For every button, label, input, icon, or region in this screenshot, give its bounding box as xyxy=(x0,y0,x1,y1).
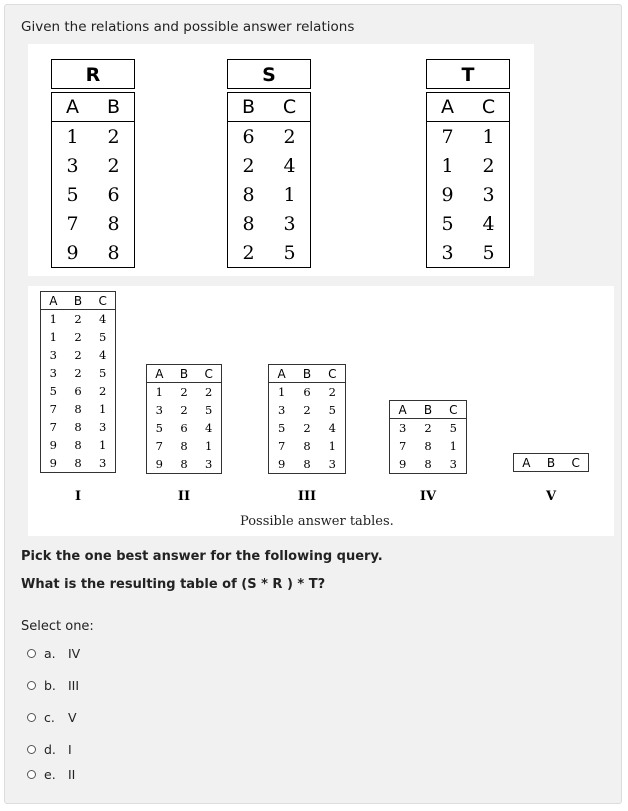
table-row xyxy=(41,454,115,472)
option-e[interactable] xyxy=(27,767,75,782)
column-header: C xyxy=(481,96,496,118)
answer-table-iii xyxy=(268,364,346,474)
table-row xyxy=(427,209,509,238)
table-row xyxy=(390,455,466,473)
option-text: II xyxy=(68,767,76,782)
table-cell: 9 xyxy=(399,457,407,471)
table-row xyxy=(427,180,509,209)
table-cell: 8 xyxy=(180,457,188,471)
table-cell: 5 xyxy=(99,330,107,344)
table-cell: 5 xyxy=(66,183,79,206)
table-row xyxy=(41,382,115,400)
table-cell: 2 xyxy=(303,403,311,417)
table-cell: 7 xyxy=(278,439,286,453)
column-header: A xyxy=(522,455,531,470)
column-header: B xyxy=(302,366,312,381)
table-cell: 2 xyxy=(242,241,255,264)
table-cell: 2 xyxy=(424,421,432,435)
table-cell: 2 xyxy=(328,385,336,399)
table-cell: 7 xyxy=(441,125,454,148)
relation-name: T xyxy=(426,59,510,89)
table-cell: 2 xyxy=(303,421,311,435)
column-header: B xyxy=(106,96,121,118)
table-row xyxy=(390,437,466,455)
column-header: A xyxy=(441,96,454,118)
question-card xyxy=(4,4,622,804)
relation-header xyxy=(427,93,509,122)
table-cell: 6 xyxy=(242,125,255,148)
column-header: A xyxy=(277,366,286,381)
table-row xyxy=(427,122,509,151)
table-cell: 7 xyxy=(155,439,163,453)
radio-d[interactable] xyxy=(27,745,36,754)
column-header: A xyxy=(155,366,164,381)
table-cell: 8 xyxy=(424,439,432,453)
table-cell: 9 xyxy=(66,241,79,264)
table-cell: 4 xyxy=(328,421,336,435)
relation-t xyxy=(426,59,510,268)
label-iii: III xyxy=(297,489,317,504)
table-cell: 9 xyxy=(155,457,163,471)
column-header: C xyxy=(571,455,580,470)
table-cell: 2 xyxy=(74,330,82,344)
column-header: B xyxy=(179,366,189,381)
table-cell: 8 xyxy=(74,402,82,416)
option-d[interactable] xyxy=(27,742,72,757)
table-row xyxy=(269,383,345,401)
table-row xyxy=(269,401,345,419)
column-header: B xyxy=(423,402,433,417)
relation-name: S xyxy=(227,59,311,89)
table-cell: 4 xyxy=(482,212,495,235)
table-cell: 1 xyxy=(283,183,296,206)
intro-text: Given the relations and possible answer relations xyxy=(21,19,355,35)
table-cell: 3 xyxy=(155,403,163,417)
table-row xyxy=(52,122,134,151)
column-header: A xyxy=(66,96,79,118)
table-cell: 4 xyxy=(205,421,213,435)
option-letter: c. xyxy=(44,710,55,725)
table-cell: 8 xyxy=(424,457,432,471)
option-letter: e. xyxy=(44,767,56,782)
table-cell: 1 xyxy=(205,439,213,453)
answer-header xyxy=(390,401,466,419)
answer-tables-figure xyxy=(28,286,614,536)
table-cell: 2 xyxy=(180,385,188,399)
figure-caption: Possible answer tables. xyxy=(240,514,394,529)
table-cell: 5 xyxy=(449,421,457,435)
table-row xyxy=(41,364,115,382)
table-row xyxy=(41,328,115,346)
table-row xyxy=(269,455,345,473)
table-row xyxy=(390,419,466,437)
table-row xyxy=(269,437,345,455)
question-instruction: Pick the one best answer for the following query. xyxy=(21,549,383,564)
radio-e[interactable] xyxy=(27,770,36,779)
table-cell: 8 xyxy=(107,241,120,264)
column-header: C xyxy=(282,96,297,118)
label-v: V xyxy=(545,489,557,504)
relation-s xyxy=(227,59,311,268)
table-cell: 7 xyxy=(49,402,57,416)
table-row xyxy=(269,419,345,437)
table-row xyxy=(41,400,115,418)
table-cell: 5 xyxy=(155,421,163,435)
table-row xyxy=(228,151,310,180)
table-cell: 1 xyxy=(482,125,495,148)
answer-table-iv xyxy=(389,400,467,474)
table-cell: 9 xyxy=(49,456,57,470)
answer-header xyxy=(147,365,221,383)
table-cell: 7 xyxy=(49,420,57,434)
relation-body xyxy=(227,92,311,268)
table-row xyxy=(147,383,221,401)
column-header: B xyxy=(73,293,83,308)
option-b[interactable] xyxy=(27,678,79,693)
table-cell: 8 xyxy=(303,457,311,471)
table-row xyxy=(228,122,310,151)
label-i: I xyxy=(74,489,82,504)
option-a[interactable] xyxy=(27,646,80,661)
table-row xyxy=(147,419,221,437)
table-row xyxy=(52,180,134,209)
table-cell: 9 xyxy=(441,183,454,206)
option-text: IV xyxy=(68,646,81,661)
table-cell: 1 xyxy=(278,385,286,399)
table-cell: 8 xyxy=(74,438,82,452)
table-row xyxy=(41,310,115,328)
table-cell: 9 xyxy=(278,457,286,471)
answer-header xyxy=(269,365,345,383)
table-cell: 6 xyxy=(74,384,82,398)
table-row xyxy=(147,401,221,419)
option-text: III xyxy=(68,678,80,693)
option-letter: a. xyxy=(44,646,56,661)
table-cell: 2 xyxy=(180,403,188,417)
column-header: A xyxy=(398,402,407,417)
table-cell: 6 xyxy=(180,421,188,435)
label-iv: IV xyxy=(419,489,437,504)
table-cell: 5 xyxy=(283,241,296,264)
radio-a[interactable] xyxy=(27,649,36,658)
label-ii: II xyxy=(177,489,191,504)
table-cell: 3 xyxy=(66,154,79,177)
table-cell: 8 xyxy=(242,212,255,235)
answer-table-ii xyxy=(146,364,222,474)
option-text: V xyxy=(68,710,77,725)
table-cell: 6 xyxy=(107,183,120,206)
table-cell: 1 xyxy=(49,312,57,326)
table-row xyxy=(228,209,310,238)
table-cell: 2 xyxy=(205,385,213,399)
table-cell: 6 xyxy=(303,385,311,399)
relation-body xyxy=(426,92,510,268)
table-cell: 3 xyxy=(328,457,336,471)
table-cell: 7 xyxy=(66,212,79,235)
table-cell: 1 xyxy=(441,154,454,177)
relation-header xyxy=(52,93,134,122)
table-row xyxy=(427,151,509,180)
table-cell: 3 xyxy=(441,241,454,264)
radio-c[interactable] xyxy=(27,713,36,722)
option-letter: d. xyxy=(44,742,56,757)
table-cell: 2 xyxy=(283,125,296,148)
table-cell: 2 xyxy=(74,312,82,326)
table-cell: 3 xyxy=(449,457,457,471)
table-cell: 5 xyxy=(49,384,57,398)
answer-table-i xyxy=(40,291,116,473)
table-cell: 3 xyxy=(99,456,107,470)
table-cell: 2 xyxy=(99,384,107,398)
table-cell: 1 xyxy=(328,439,336,453)
table-cell: 5 xyxy=(441,212,454,235)
column-header: B xyxy=(546,455,556,470)
table-row xyxy=(41,418,115,436)
table-cell: 4 xyxy=(99,312,107,326)
table-cell: 1 xyxy=(449,439,457,453)
column-header: C xyxy=(204,366,213,381)
answer-table-v xyxy=(513,453,589,472)
table-cell: 8 xyxy=(180,439,188,453)
relation-r xyxy=(51,59,135,268)
column-header: B xyxy=(241,96,256,118)
table-cell: 3 xyxy=(283,212,296,235)
option-text: I xyxy=(68,742,72,757)
table-cell: 3 xyxy=(278,403,286,417)
table-cell: 8 xyxy=(74,456,82,470)
column-header: C xyxy=(449,402,458,417)
table-cell: 5 xyxy=(99,366,107,380)
table-cell: 1 xyxy=(99,402,107,416)
option-c[interactable] xyxy=(27,710,77,725)
table-cell: 3 xyxy=(399,421,407,435)
table-row xyxy=(41,346,115,364)
answer-header xyxy=(41,292,115,310)
table-cell: 5 xyxy=(205,403,213,417)
table-cell: 2 xyxy=(107,125,120,148)
relation-name: R xyxy=(51,59,135,89)
table-row xyxy=(52,209,134,238)
table-cell: 4 xyxy=(99,348,107,362)
column-header: C xyxy=(98,293,107,308)
radio-b[interactable] xyxy=(27,681,36,690)
table-cell: 4 xyxy=(283,154,296,177)
table-cell: 2 xyxy=(242,154,255,177)
column-header: A xyxy=(49,293,58,308)
table-cell: 3 xyxy=(482,183,495,206)
table-cell: 5 xyxy=(278,421,286,435)
relation-body xyxy=(51,92,135,268)
table-cell: 8 xyxy=(107,212,120,235)
table-cell: 2 xyxy=(482,154,495,177)
table-row xyxy=(52,151,134,180)
table-cell: 3 xyxy=(49,366,57,380)
table-cell: 1 xyxy=(66,125,79,148)
table-cell: 8 xyxy=(242,183,255,206)
table-row xyxy=(228,238,310,267)
table-row xyxy=(147,437,221,455)
relation-header xyxy=(228,93,310,122)
table-row xyxy=(41,436,115,454)
table-cell: 5 xyxy=(482,241,495,264)
table-cell: 8 xyxy=(303,439,311,453)
table-cell: 3 xyxy=(99,420,107,434)
table-cell: 3 xyxy=(49,348,57,362)
table-cell: 3 xyxy=(205,457,213,471)
table-cell: 2 xyxy=(74,348,82,362)
table-row xyxy=(427,238,509,267)
table-row xyxy=(147,455,221,473)
table-cell: 7 xyxy=(399,439,407,453)
table-cell: 2 xyxy=(107,154,120,177)
table-cell: 8 xyxy=(74,420,82,434)
table-cell: 9 xyxy=(49,438,57,452)
table-cell: 1 xyxy=(99,438,107,452)
question-prompt: What is the resulting table of (S * R ) * T? xyxy=(21,577,326,592)
table-row xyxy=(52,238,134,267)
column-header: C xyxy=(328,366,337,381)
answer-header xyxy=(514,454,588,471)
table-cell: 5 xyxy=(328,403,336,417)
table-row xyxy=(228,180,310,209)
select-label: Select one: xyxy=(21,619,94,634)
option-letter: b. xyxy=(44,678,56,693)
table-cell: 1 xyxy=(155,385,163,399)
table-cell: 1 xyxy=(49,330,57,344)
relations-figure xyxy=(28,44,534,276)
table-cell: 2 xyxy=(74,366,82,380)
